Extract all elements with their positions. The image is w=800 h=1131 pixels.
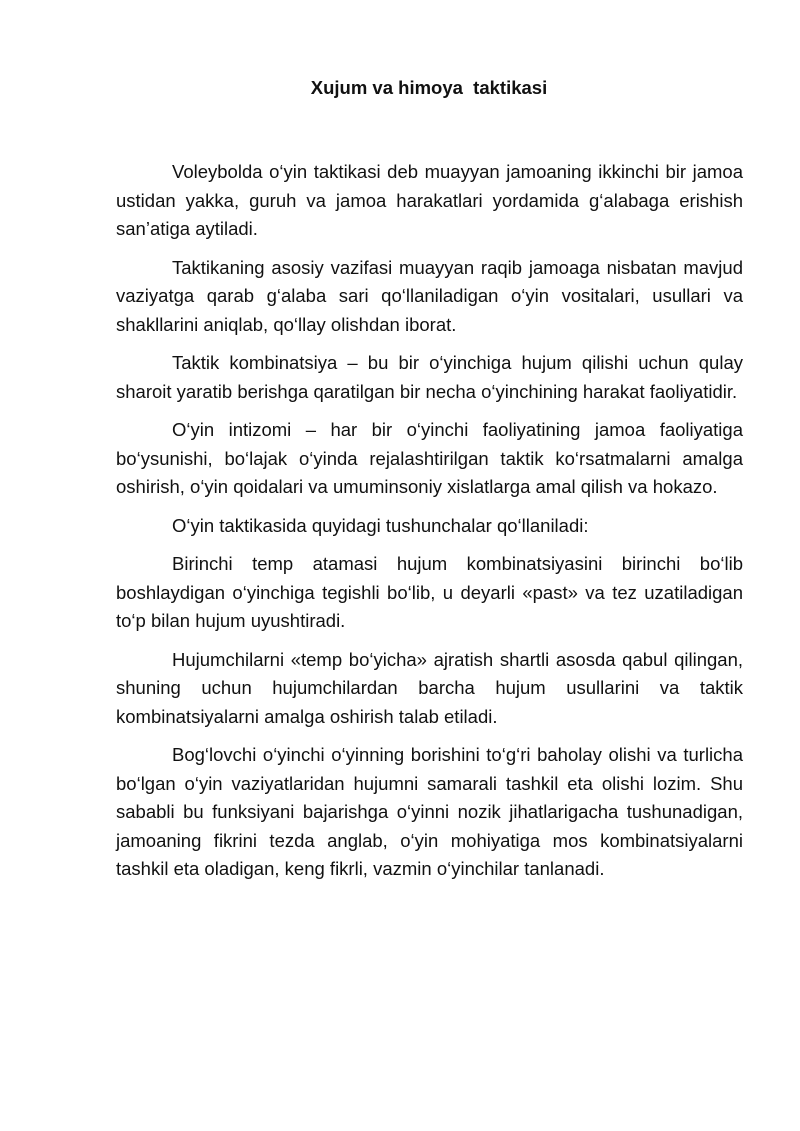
paragraph: Taktikaning asosiy vazifasi muayyan raqib jamoaga nisbatan mavjud vaziyatga qarab g‘alaba sari qo‘llaniladigan o‘yin vositalari, usullari va shakllarini aniqlab, qo‘llay olishdan iborat.	[116, 256, 743, 335]
document-body	[116, 158, 743, 894]
paragraph: Bog‘lovchi o‘yinchi o‘yinning borishini to‘g‘ri baholay olishi va turlicha bo‘lgan o‘yin vaziyatlaridan hujumni samarali tashkil eta olishi lozim. Shu sababli bu funksiyani bajarishga o‘yinni nozik jihatlarigacha tushunadigan, jamoaning fikrini tezda anglab, o‘yin mohiyatiga mos kombinatsiyalarni tashkil eta oladigan, keng fikrli, vazmin o‘yinchilar tanlanadi.	[116, 744, 743, 879]
paragraph: Birinchi temp atamasi hujum kombinatsiyasini birinchi bo‘lib boshlaydigan o‘yinchiga tegishli bo‘lib, u deyarli «past» va tez uzatiladigan to‘p bilan hujum uyushtiradi.	[116, 553, 743, 631]
document-title: Xujum va himoya taktikasi	[310, 77, 548, 98]
paragraph: Taktik kombinatsiya – bu bir o‘yinchiga hujum qilishi uchun qulay sharoit yaratib berishga qaratilgan bir necha o‘yinchining harakat faoliyatidir.	[116, 352, 743, 402]
paragraph: O‘yin intizomi – har bir o‘yinchi faoliyatining jamoa faoliyatiga bo‘ysunishi, bo‘lajak o‘yinda rejalashtirilgan taktik ko‘rsatmalarni amalga oshirish, o‘yin qoidalari va umuminsoniy xislatlarga amal qilish va hokazo.	[116, 419, 743, 497]
paragraph: Voleybolda o‘yin taktikasi deb muayyan jamoaning ikkinchi bir jamoa ustidan yakka, guruh va jamoa harakatlari yordamida g‘alabaga erishish san’atiga aytiladi.	[116, 161, 743, 239]
paragraph: O‘yin taktikasida quyidagi tushunchalar qo‘llaniladi:	[172, 514, 589, 536]
paragraph: Hujumchilarni «temp bo‘yicha» ajratish shartli asosda qabul qilingan, shuning uchun hujumchilardan barcha hujum usullarini va taktik kombinatsiyalarni amalga oshirish talab etiladi.	[116, 648, 743, 727]
